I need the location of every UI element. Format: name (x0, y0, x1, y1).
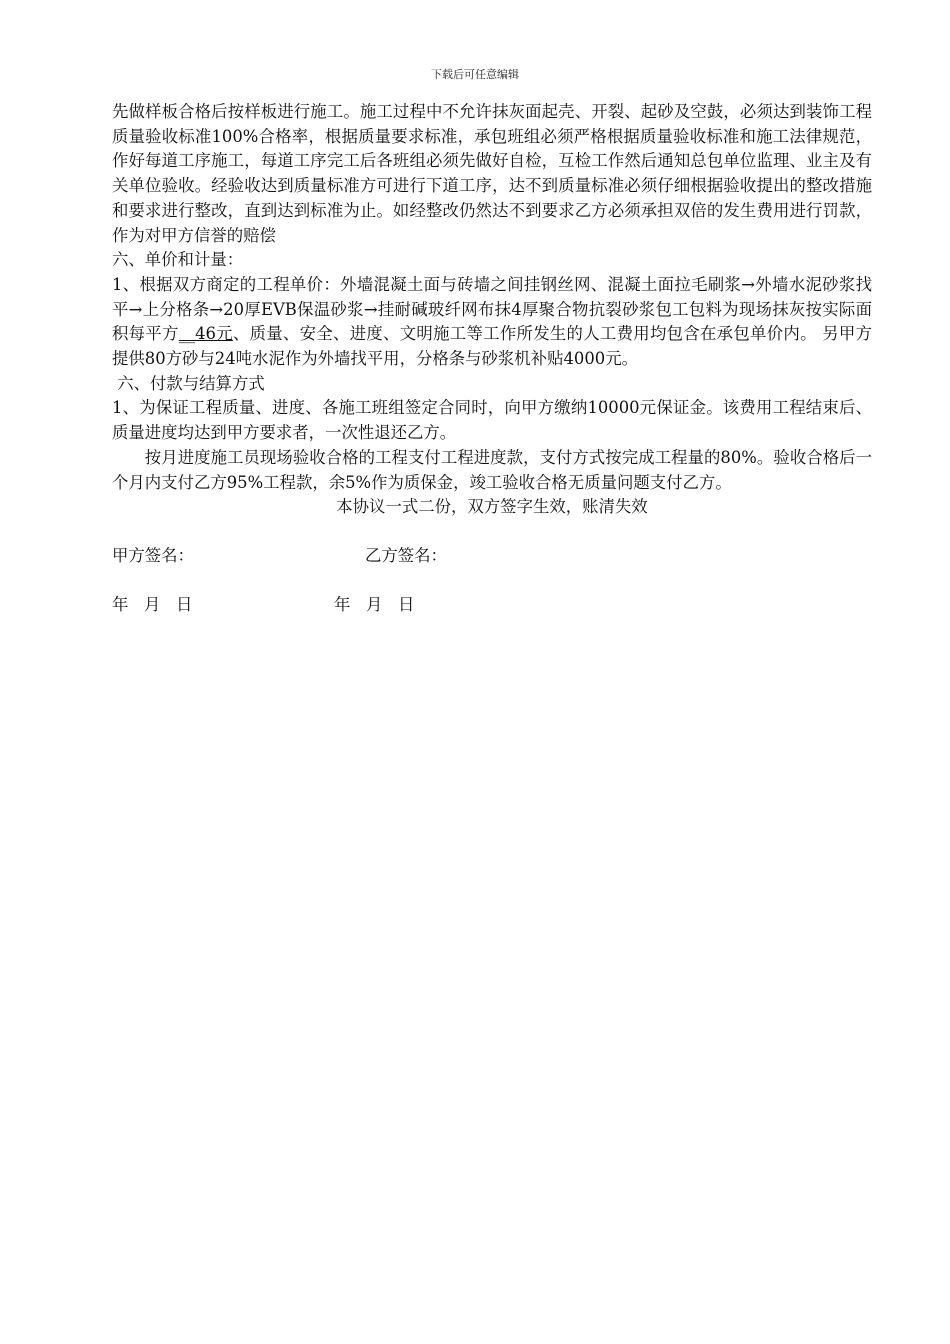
progress-payment-paragraph: 按月进度施工员现场验收合格的工程支付工程进度款，支付方式按完成工程量的80%。验收合格后一个月内支付乙方95%工程款，余5%作为质保金，竣工验收合格无质量问题支付乙方。 (112, 447, 872, 492)
pricing-text-before: 1、根据双方商定的工程单价：外墙混凝土面与砖墙之间挂钢丝网、混凝土面拉毛刷浆→外墙水泥砂浆找平→上分格条→20厚EVB保温砂浆→挂耐碱玻纤网布抹4厚聚合物抗裂砂浆包工包料为现场抹灰按实际面积每平方 (112, 274, 872, 344)
signature-row (112, 544, 872, 569)
party-b-signature-label: 乙方签名： (365, 545, 447, 565)
section-heading-payment: 六、付款与结算方式 (112, 373, 265, 393)
party-a-signature-label: 甲方签名： (112, 545, 194, 565)
party-a-date: 年 月 日 (112, 594, 193, 614)
pricing-text-after: 、质量、安全、进度、文明施工等工作所发生的人工费用均包含在承包单价内。 另甲方提供80方砂与24吨水泥作为外墙找平用，分格条与砂浆机补贴4000元。 (112, 324, 873, 369)
party-b-date: 年 月 日 (334, 594, 415, 614)
deposit-paragraph: 1、为保证工程质量、进度、各施工班组签定合同时，向甲方缴纳10000元保证金。该费用工程结束后、质量进度均达到甲方要求者，一次性退还乙方。 (112, 398, 872, 443)
document-body (112, 100, 872, 618)
pricing-paragraph (112, 273, 872, 372)
section-heading-pricing: 六、单价和计量： (112, 250, 244, 270)
unit-price: __46元 (178, 324, 233, 344)
quality-paragraph: 先做样板合格后按样板进行施工。施工过程中不允许抹灰面起壳、开裂、起砂及空鼓，必须达到装饰工程质量验收标准100%合格率，根据质量要求标准，承包班组必须严格根据质量验收标准和施工法律规范，作好每道工序施工，每道工序完工后各班组必须先做好自检，互检工作然后通知总包单位监理、业主及有关单位验收。经验收达到质量标准方可进行下道工序，达不到质量标准必须仔细根据验收提出的整改措施和要求进行整改，直到达到标准为止。如经整改仍然达不到要求乙方必须承担双倍的发生费用进行罚款，作为对甲方信誉的赔偿 (112, 102, 872, 245)
page-header: 下载后可任意编辑 (431, 68, 519, 81)
spacer (112, 520, 872, 544)
date-row (112, 593, 872, 618)
spacer (112, 569, 872, 593)
closing-statement: 本协议一式二份，双方签字生效，账清失效 (336, 497, 648, 517)
